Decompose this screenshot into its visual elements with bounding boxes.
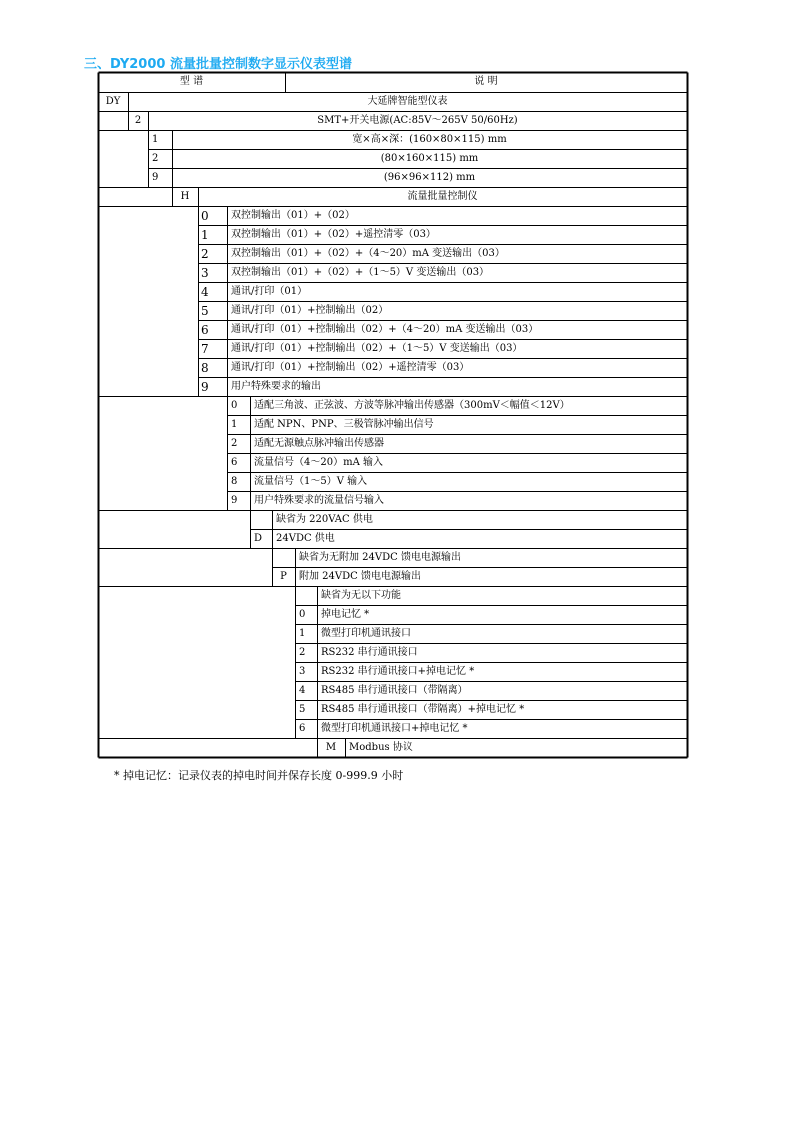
code-function: 0	[299, 608, 306, 620]
code-function: 5	[299, 703, 306, 715]
code-input: 9	[231, 494, 238, 506]
code-function: 4	[299, 684, 306, 696]
code-supply	[250, 510, 272, 529]
desc-function: 掉电记忆 *	[321, 608, 370, 620]
desc-function: RS485 串行通讯接口（带隔离）	[321, 684, 468, 696]
code-input: 6	[231, 456, 238, 468]
code-power: 2	[134, 114, 142, 126]
desc-output: 双控制输出（01）+（02）+遥控清零（03）	[231, 228, 436, 240]
code-function	[295, 586, 317, 605]
desc-output: 双控制输出（01）+（02）+（4～20）mA 变送输出（03）	[231, 247, 505, 259]
header-model-column: 型 谱	[179, 76, 204, 87]
code-output: 6	[201, 322, 209, 337]
code-input: 1	[231, 418, 238, 430]
code-function: 1	[299, 627, 306, 639]
desc-output: 双控制输出（01）+（02）	[231, 209, 355, 221]
code-dy: DY	[105, 95, 121, 107]
desc-function: RS485 串行通讯接口（带隔离）+掉电记忆 *	[321, 703, 525, 715]
desc-output: 通讯/打印（01）	[231, 285, 308, 297]
desc-supply: 24VDC 供电	[276, 532, 335, 544]
desc-function: RS232 串行通讯接口+掉电记忆 *	[321, 665, 475, 677]
code-size: 1	[152, 133, 159, 145]
desc-output: 通讯/打印（01）+控制输出（02）	[231, 304, 389, 316]
desc-output: 通讯/打印（01）+控制输出（02）+（4～20）mA 变送输出（03）	[231, 323, 539, 335]
code-input: 0	[231, 399, 238, 411]
desc-size: 宽×高×深：(160×80×115) mm	[352, 133, 507, 145]
code-output: 4	[201, 284, 209, 299]
desc-function: 微型打印机通讯接口	[321, 627, 411, 639]
desc-input: 用户特殊要求的流量信号输入	[254, 494, 384, 506]
code-feed: P	[280, 570, 287, 582]
code-size: 2	[152, 152, 159, 164]
desc-input: 适配无源触点脉冲输出传感器	[254, 437, 384, 449]
desc-supply: 缺省为 220VAC 供电	[276, 513, 373, 525]
desc-feed: 附加 24VDC 馈电电源输出	[299, 570, 421, 582]
code-input: 8	[231, 475, 238, 487]
code-input: 2	[231, 437, 238, 449]
footnote: * 掉电记忆：记录仪表的掉电时间并保存长度 0-999.9 小时	[114, 769, 404, 782]
code-function: 3	[299, 665, 306, 677]
code-protocol: M	[325, 741, 337, 753]
code-output: 8	[201, 360, 209, 375]
desc-output: 通讯/打印（01）+控制输出（02）+遥控清零（03）	[231, 361, 470, 373]
desc-function: 缺省为无以下功能	[321, 589, 401, 601]
code-type: H	[180, 190, 190, 202]
code-output: 5	[201, 303, 209, 318]
code-function: 2	[299, 646, 306, 658]
code-supply: D	[254, 532, 263, 544]
code-function: 6	[299, 722, 306, 734]
page-title: 三、DY2000 流量批量控制数字显示仪表型谱	[84, 57, 352, 72]
code-feed	[272, 548, 295, 567]
desc-input: 适配三角波、正弦波、方波等脉冲输出传感器（300mV＜幅值＜12V）	[254, 399, 570, 411]
desc-input: 流量信号（4～20）mA 输入	[254, 456, 383, 468]
desc-feed: 缺省为无附加 24VDC 馈电电源输出	[299, 551, 461, 563]
code-output: 3	[201, 265, 209, 280]
desc-function: 微型打印机通讯接口+掉电记忆 *	[321, 722, 468, 734]
desc-size: (80×160×115) mm	[380, 152, 479, 164]
desc-input: 流量信号（1～5）V 输入	[254, 475, 368, 487]
desc-type: 流量批量控制仪	[407, 190, 478, 202]
desc-brand: 大延牌智能型仪表	[367, 95, 448, 107]
desc-output: 通讯/打印（01）+控制输出（02）+（1～5）V 变送输出（03）	[231, 342, 523, 354]
desc-output: 双控制输出（01）+（02）+（1～5）V 变送输出（03）	[231, 266, 490, 278]
desc-protocol: Modbus 协议	[349, 741, 413, 753]
code-size: 9	[152, 171, 159, 183]
desc-function: RS232 串行通讯接口	[321, 646, 418, 658]
code-output: 7	[201, 341, 209, 356]
desc-size: (96×96×112) mm	[383, 171, 476, 183]
desc-power: SMT+开关电源(AC:85V～265V 50/60Hz)	[317, 114, 518, 126]
code-output: 1	[201, 227, 209, 242]
desc-input: 适配 NPN、PNP、三极管脉冲输出信号	[254, 418, 434, 430]
code-output: 0	[201, 208, 209, 223]
code-output: 9	[201, 379, 209, 394]
desc-output: 用户特殊要求的输出	[231, 380, 321, 392]
header-description-column: 说 明	[474, 76, 498, 87]
code-output: 2	[201, 246, 209, 261]
